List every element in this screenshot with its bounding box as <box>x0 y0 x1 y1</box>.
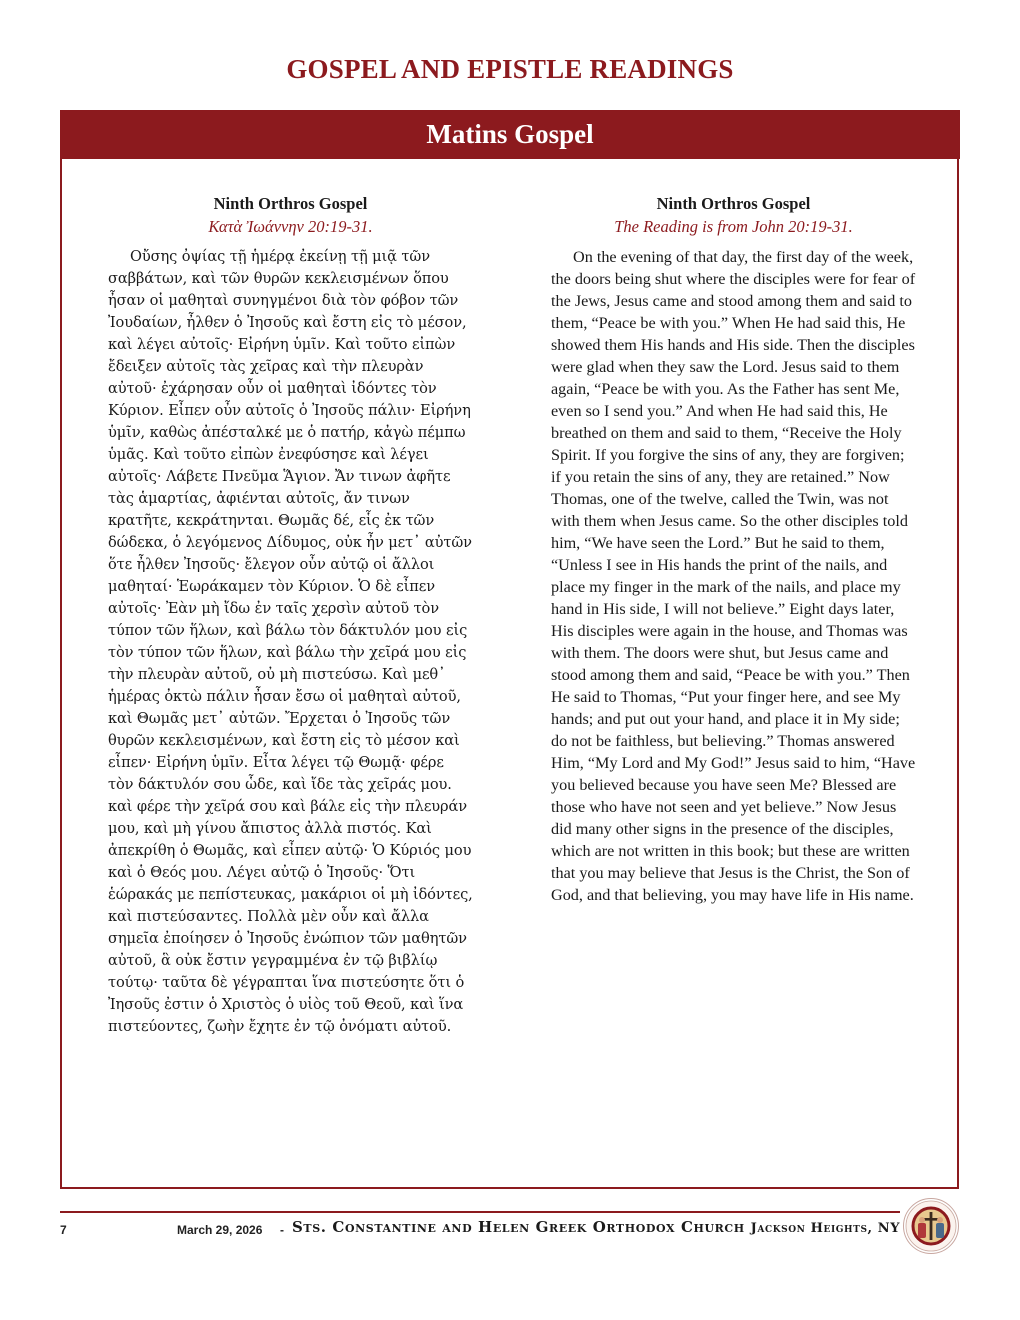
footer-divider <box>60 1211 900 1213</box>
greek-heading: Ninth Orthros Gospel <box>213 194 368 213</box>
footer-date: March 29, 2026 <box>177 1223 263 1237</box>
english-column <box>551 192 916 906</box>
footer-church <box>292 1218 900 1236</box>
page-number: 7 <box>60 1223 67 1237</box>
greek-text: Οὔσης ὀψίας τῇ ἡμέρᾳ ἐκείνῃ τῇ μιᾷ τῶν σαββάτων, καὶ τῶν θυρῶν κεκλεισμένων ὅπου ἦσαν οἱ μαθηταὶ συνηγμένοι διὰ τὸν φόβον τῶν Ἰουδαίων, ἦλθεν ὁ Ἰησοῦς καὶ ἔστη εἰς τὸ μέσον, καὶ λέγει αὐτοῖς· Εἰρήνη ὑμῖν. Καὶ τοῦτο εἰπὼν ἔδειξεν αὐτοῖς τὰς χεῖρας καὶ τὴν πλευρὰν αὐτοῦ· ἐχάρησαν οὖν οἱ μαθηταὶ ἰδόντες τὸν Κύριον. Εἶπεν οὖν αὐτοῖς ὁ Ἰησοῦς πάλιν· Εἰρήνη ὑμῖν, καθὼς ἀπέσταλκέ με ὁ πατήρ, κἀγὼ πέμπω ὑμᾶς. Καὶ τοῦτο εἰπὼν ἐνεφύσησε καὶ λέγει αὐτοῖς· Λάβετε Πνεῦμα Ἅγιον. Ἄν τινων ἀφῆτε τὰς ἁμαρτίας, ἀφιένται αὐτοῖς, ἄν τινων κρατῆτε, κεκράτηνται. Θωμᾶς δέ, εἷς ἐκ τῶν δώδεκα, ὁ λεγόμενος Δίδυμος, οὐκ ἦν μετ᾽ αὐτῶν ὅτε ἦλθεν Ἰησοῦς· ἔλεγον οὖν αὐτῷ οἱ ἄλλοι μαθηταί· Ἑωράκαμεν τὸν Κύριον. Ὁ δὲ εἶπεν αὐτοῖς· Ἐὰν μὴ ἴδω ἐν ταῖς χερσὶν αὐτοῦ τὸν τύπον τῶν ἥλων, καὶ βάλω τὸν δάκτυλόν μου εἰς τὸν τύπον τῶν ἥλων, καὶ βάλω τὴν χεῖρά μου εἰς τὴν πλευρὰν αὐτοῦ, οὐ μὴ πιστεύσω. Καὶ μεθ᾽ ἡμέρας ὀκτὼ πάλιν ἦσαν ἔσω οἱ μαθηταὶ αὐτοῦ, καὶ Θωμᾶς μετ᾽ αὐτῶν. Ἔρχεται ὁ Ἰησοῦς τῶν θυρῶν κεκλεισμένων, καὶ ἔστη εἰς τὸ μέσον καὶ εἶπεν· Εἰρήνη ὑμῖν. Εἶτα λέγει τῷ Θωμᾷ· φέρε τὸν δάκτυλόν σου ὧδε, καὶ ἴδε τὰς χεῖράς μου. καὶ φέρε τὴν χεῖρά σου καὶ βάλε εἰς τὴν πλευράν μου, καὶ μὴ γίνου ἄπιστος ἀλλὰ πιστός. Καὶ ἀπεκρίθη ὁ Θωμᾶς, καὶ εἶπεν αὐτῷ· Ὁ Κύριός μου καὶ ὁ Θεός μου. Λέγει αὐτῷ ὁ Ἰησοῦς· Ὅτι ἑώρακάς με πεπίστευκας, μακάριοι οἱ μὴ ἰδόντες, καὶ πιστεύσαντες. Πολλὰ μὲν οὖν καὶ ἄλλα σημεῖα ἐποίησεν ὁ Ἰησοῦς ἐνώπιον τῶν μαθητῶν αὐτοῦ, ἃ οὐκ ἔστιν γεγραμμένα ἐν τῷ βιβλίῳ τούτῳ· ταῦτα δὲ γέγραπται ἵνα πιστεύσητε ὅτι ὁ Ἰησοῦς ἐστιν ὁ Χριστὸς ὁ υἱὸς τοῦ Θεοῦ, καὶ ἵνα πιστεύοντες, ζωὴν ἔχητε ἐν τῷ ὀνόματι αὐτοῦ. <box>108 248 473 1035</box>
english-heading: Ninth Orthros Gospel <box>656 194 811 213</box>
section-banner: Matins Gospel <box>60 110 960 159</box>
english-reference: The Reading is from John 20:19-31. <box>614 217 853 236</box>
greek-reference: Κατὰ Ἰωάννην 20:19-31. <box>208 217 373 236</box>
footer-separator: - <box>280 1223 284 1237</box>
page-title: GOSPEL AND EPISTLE READINGS <box>286 54 734 84</box>
church-location: Jackson Heights, NY <box>750 1221 901 1236</box>
church-name: Sts. Constantine and Helen Greek Orthodox Church <box>292 1218 745 1236</box>
greek-column <box>108 192 473 1038</box>
english-text: On the evening of that day, the first day of the week, the doors being shut where the disciples were for fear of the Jews, Jesus came and stood among them and said to them, “Peace be with you.” When He had said this, He showed them His hands and His side. Then the disciples were glad when they saw the Lord. Jesus said to them again, “Peace be with you. As the Father has sent Me, even so I send you.” And when He had said this, He breathed on them and said to them, “Receive the Holy Spirit. If you forgive the sins of any, they are forgiven; if you retain the sins of any, they are retained.” Now Thomas, one of the twelve, called the Twin, was not with them when Jesus came. So the other disciples told him, “We have seen the Lord.” But he said to them, “Unless I see in His hands the print of the nails, and place my finger in the mark of the nails, and place my hand in His side, I will not believe.” Eight days later, His disciples were again in the house, and Thomas was with them. The doors were shut, but Jesus came and stood among them and said, “Peace be with you.” Then He said to Thomas, “Put your finger here, and see My hands; and put out your hand, and place it in My side; do not be faithless, but believing.” Thomas answered Him, “My Lord and My God!” Jesus said to him, “Have you believed because you have seen Me? Blessed are those who have not seen and yet believe.” Now Jesus did many other signs in the presence of the disciples, which are not written in this book; but these are written that you may believe that Jesus is the Christ, the Son of God, and that believing, you may have life in His name. <box>551 248 916 904</box>
church-seal-icon <box>903 1198 959 1254</box>
